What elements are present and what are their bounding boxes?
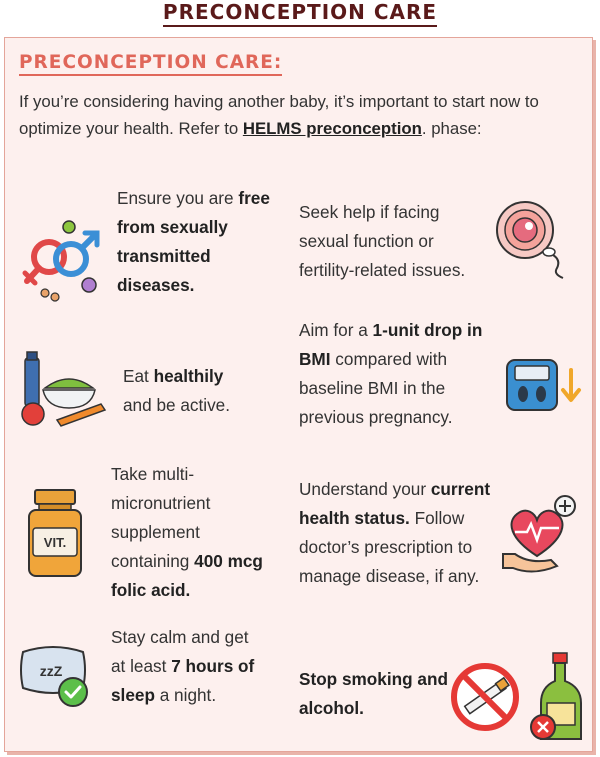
fertility-icon [493,198,575,280]
vitamin-bottle-icon [25,486,85,582]
section-title: PRECONCEPTION CARE: [19,52,282,73]
intro-text: If you’re considering having another baby, it’s important to start now to optimize your health. Refer to HELMS preconception. phase: [19,92,539,138]
item-std: Ensure you are free from sexually transmitted diseases. [117,188,270,295]
heart-care-icon [499,492,583,576]
item-health-status: Understand your current health status. Follow doctor’s prescription to manage disease, if any. [299,479,491,586]
item-bmi: Aim for a 1-unit drop in BMI compared with baseline BMI in the previous pregnancy. [299,320,483,427]
preconception-card [4,37,593,752]
helms-preconception-link[interactable]: HELMS preconception [242,119,422,138]
item-supplement: Take multi-micronutrient supplement containing 400 mcg folic acid. [111,464,263,600]
sleep-zzz-label: zzZ [39,663,63,679]
vit-label: VIT. [43,535,67,550]
page-title: PRECONCEPTION CARE [0,0,600,24]
sleep-icon [17,638,93,712]
sexual-health-icon [13,213,109,309]
healthy-food-icon [17,348,113,432]
item-no-smoking-alcohol: Stop smoking and alcohol. [299,669,448,718]
item-healthy-eating: Eat healthily and be active. [123,366,231,415]
weighing-scale-icon [503,356,583,416]
item-sleep: Stay calm and get at least 7 hours of sleep a night. [111,627,255,705]
item-fertility: Seek help if facing sexual function or fertility-related issues. [299,202,466,280]
no-smoking-alcohol-icon [449,651,585,745]
